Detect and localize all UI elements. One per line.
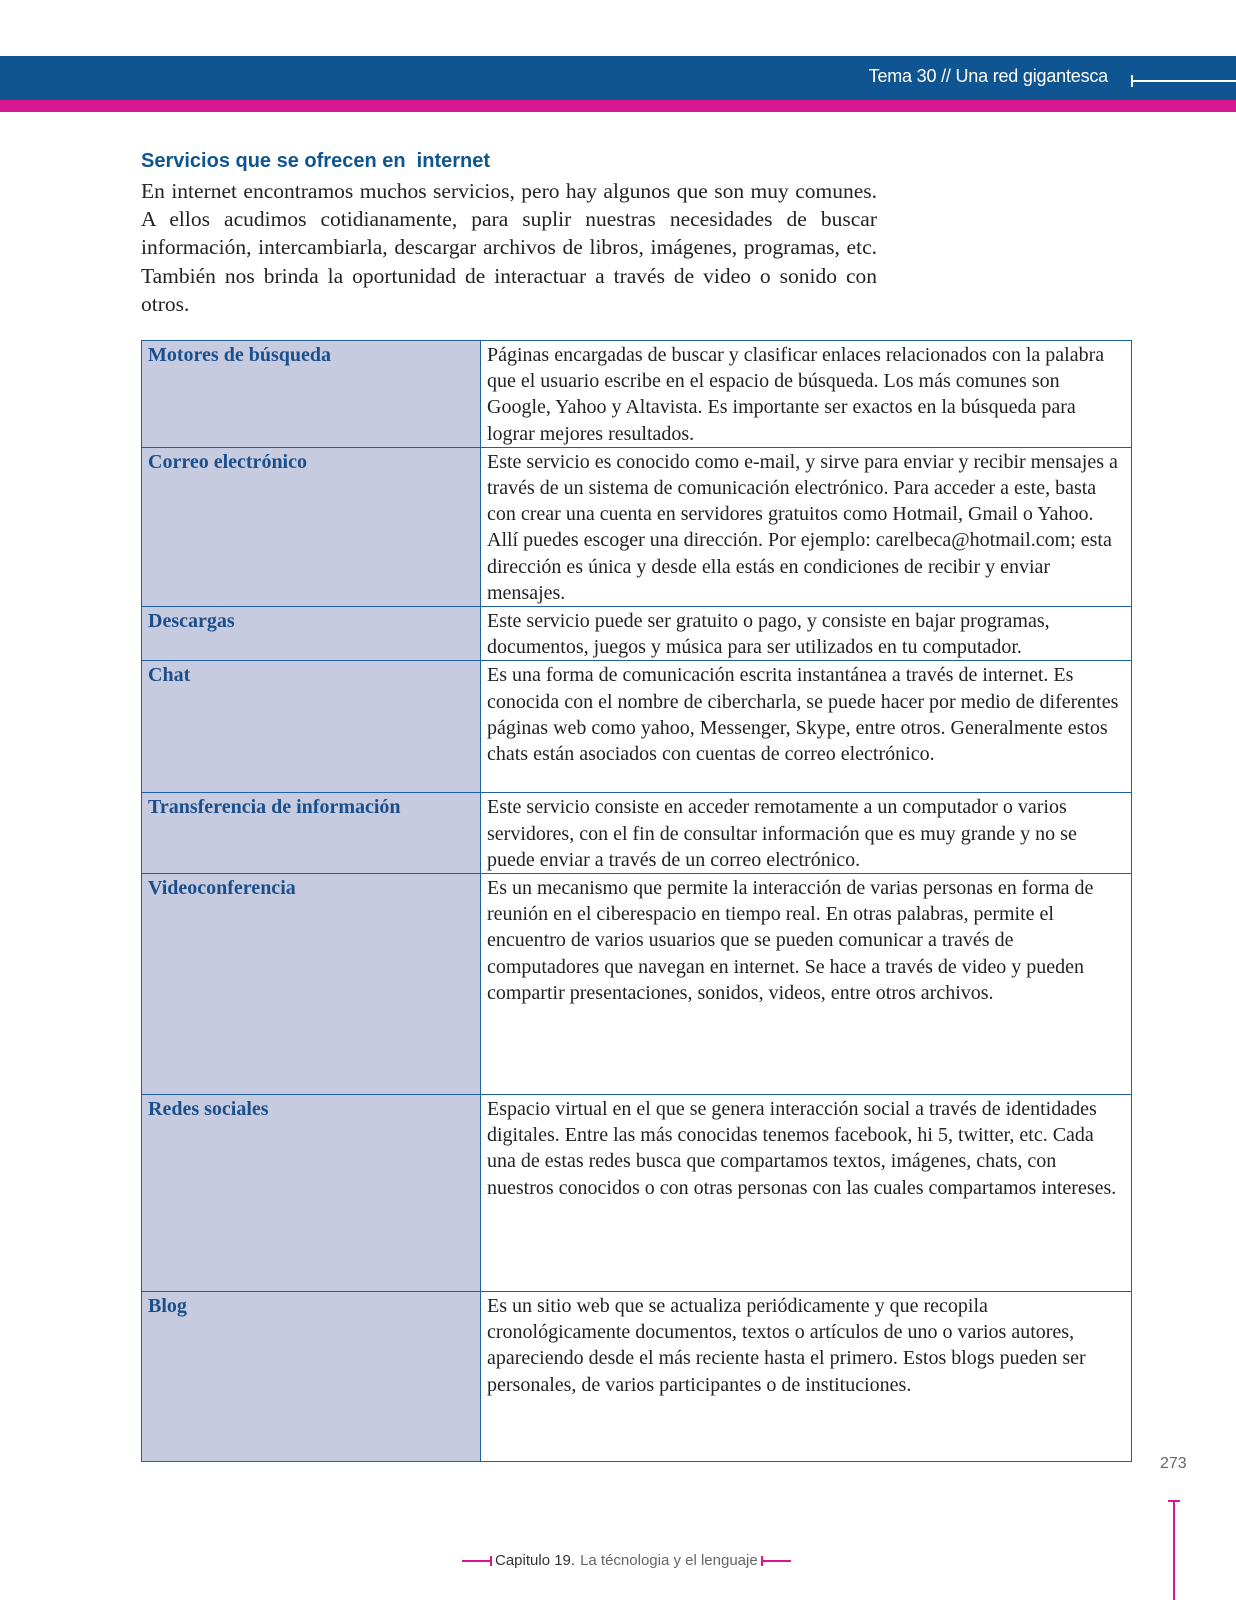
running-header-title: Tema 30 // Una red gigantesca <box>868 66 1108 86</box>
service-description: Espacio virtual en el que se genera interacción social a través de identidades digitales. Entre las más conocidas tenemos facebook, hi 5, twitter, etc. Cada una de estas redes busca que compartamos textos, imágenes, chats, con nuestros conocidos o con otras personas con las cuales compartamos intereses. <box>481 1095 1132 1292</box>
service-name: Transferencia de información <box>142 793 481 874</box>
header-accent-stripe <box>0 100 1236 112</box>
footer-chapter-title: La técnologia y el lenguaje <box>580 1552 758 1569</box>
page-number: 273 <box>1160 1455 1187 1472</box>
footer-rule-right <box>761 1560 791 1562</box>
service-name: Chat <box>142 661 481 793</box>
service-description: Es un sitio web que se actualiza periódicamente y que recopila cronológicamente documentos, textos o artículos de uno o varios autores, apareciendo desde el más reciente hasta el primero. Estos blogs pueden ser personales, de varios participantes o de instituciones. <box>481 1292 1132 1462</box>
service-description: Este servicio es conocido como e-mail, y sirve para enviar y recibir mensajes a través de un sistema de comunicación electrónico. Para acceder a este, basta con crear una cuenta en servidores gratuitos como Hotmail, Gmail o Yahoo. Allí puedes escoger una dirección. Por ejemplo: carelbeca@hotmail.com; esta dirección es única y desde ella estás en condiciones de recibir y enviar mensajes. <box>481 447 1132 606</box>
intro-paragraph: En internet encontramos muchos servicios, pero hay algunos que son muy comunes. A ellos acudimos cotidianamente, para suplir nuestras necesidades de buscar información, intercambiarla, descargar archivos de libros, imágenes, programas, etc. También nos brinda la oportunidad de interactuar a través de video o sonido con otros. <box>141 179 877 316</box>
table-row <box>142 661 1132 793</box>
section-heading: Servicios que se ofrecen en internet <box>141 150 491 172</box>
footer <box>462 1552 791 1569</box>
table-row <box>142 874 1132 1095</box>
table-row <box>142 341 1132 448</box>
table-row <box>142 1095 1132 1292</box>
service-name: Videoconferencia <box>142 874 481 1095</box>
table-row <box>142 793 1132 874</box>
services-table <box>141 340 1132 1462</box>
service-description: Es una forma de comunicación escrita instantánea a través de internet. Es conocida con el nombre de cibercharla, se puede hacer por medio de diferentes páginas web como yahoo, Messenger, Skype, entre otros. Generalmente estos chats están asociados con cuentas de correo electrónico. <box>481 661 1132 793</box>
table-row <box>142 607 1132 661</box>
footer-rule-left <box>462 1560 492 1562</box>
footer-chapter: Capitulo 19. <box>495 1552 576 1569</box>
table-row <box>142 1292 1132 1462</box>
service-description: Este servicio puede ser gratuito o pago, y consiste en bajar programas, documentos, juegos y música para ser utilizados en tu computador. <box>481 607 1132 661</box>
margin-rule <box>1173 1500 1175 1600</box>
header-rule <box>1132 80 1236 82</box>
service-name: Redes sociales <box>142 1095 481 1292</box>
service-name: Blog <box>142 1292 481 1462</box>
service-name: Motores de búsqueda <box>142 341 481 448</box>
table-row <box>142 447 1132 606</box>
service-name: Correo electrónico <box>142 447 481 606</box>
service-description: Este servicio consiste en acceder remotamente a un computador o varios servidores, con el fin de consultar información que es muy grande y no se puede enviar a través de un correo electrónico. <box>481 793 1132 874</box>
service-description: Páginas encargadas de buscar y clasificar enlaces relacionados con la palabra que el usuario escribe en el espacio de búsqueda. Los más comunes son Google, Yahoo y Altavista. Es importante ser exactos en la búsqueda para lograr mejores resultados. <box>481 341 1132 448</box>
service-description: Es un mecanismo que permite la interacción de varias personas en forma de reunión en el ciberespacio en tiempo real. En otras palabras, permite el encuentro de varios usuarios que se pueden comunicar a través de computadores que navegan en internet. Se hace a través de video y pueden compartir presentaciones, sonidos, videos, entre otros archivos. <box>481 874 1132 1095</box>
service-name: Descargas <box>142 607 481 661</box>
